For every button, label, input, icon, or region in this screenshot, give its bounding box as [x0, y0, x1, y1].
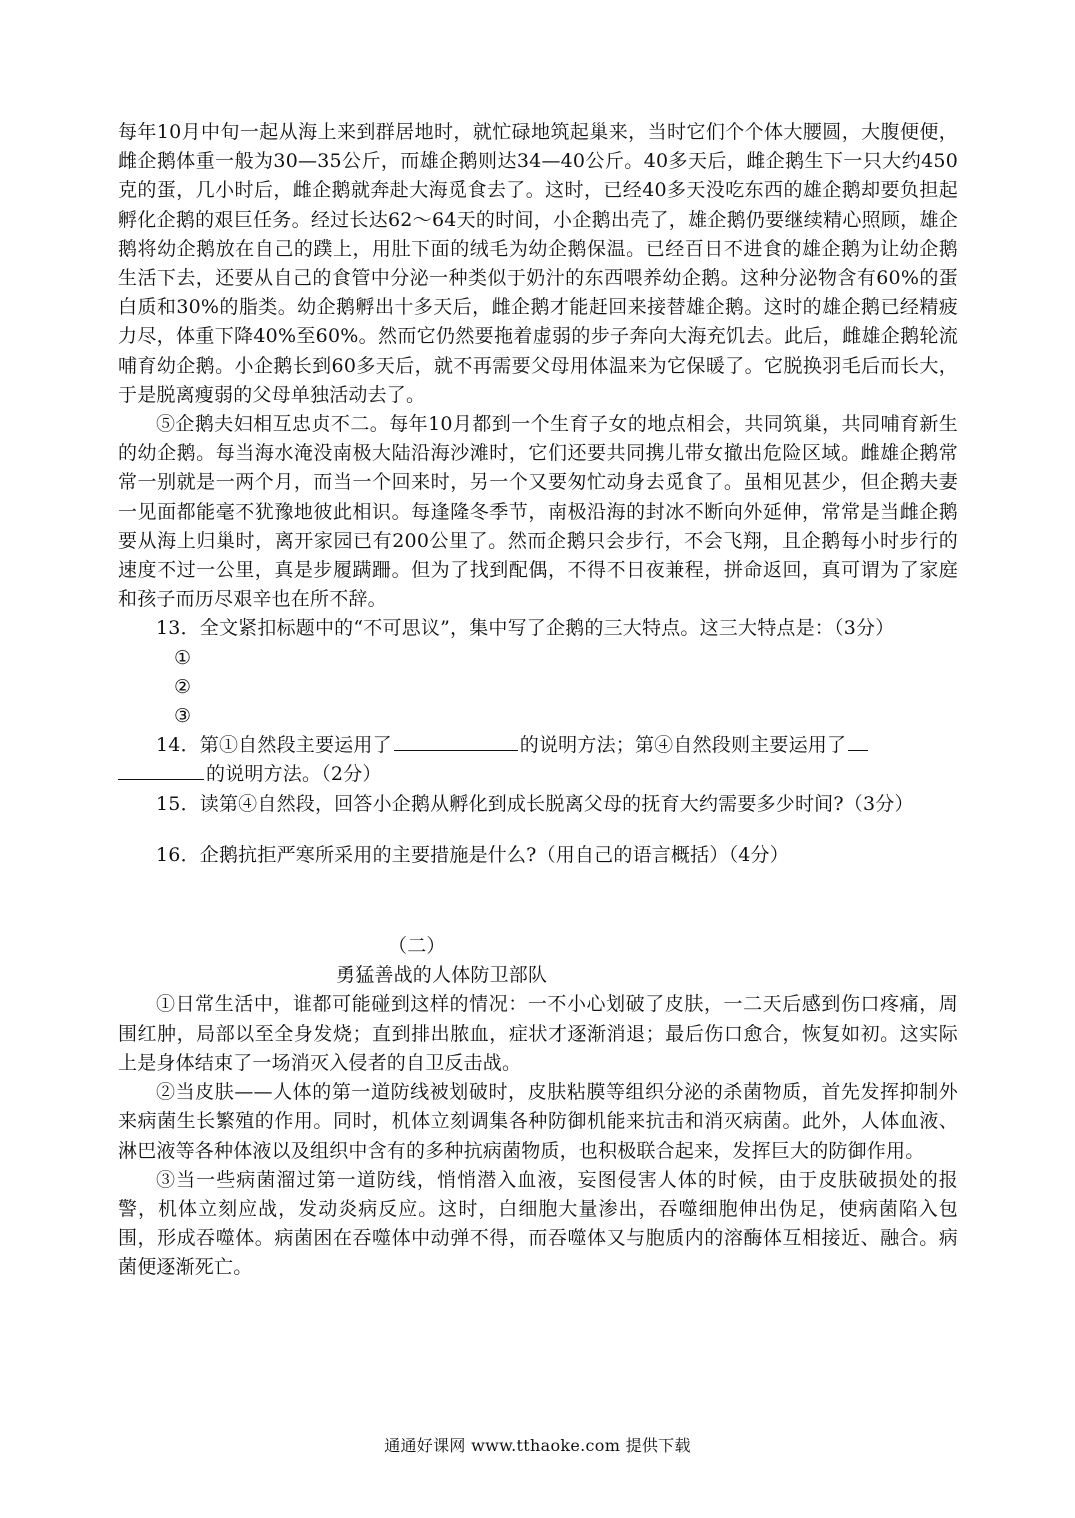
section-label: （二）: [388, 935, 446, 958]
question-16: 16．企鹅抗拒严寒所采用的主要措施是什么?（用自己的语言概括）（4分）: [156, 843, 789, 866]
page-footer: 通通好课网 www.tthaoke.com 提供下载: [384, 1436, 691, 1455]
question-14: [118, 731, 958, 760]
section-2-paragraph-2: ②当皮肤——人体的第一道防线被划破时，皮肤粘膜等组织分泌的杀菌物质，首先发挥抑制外来病菌生长繁殖的作用。同时，机体立刻调集各种防御机能来抗击和消灭病菌。此外，人体血液、淋巴液等各种体液以及组织中含有的多种抗病菌物质，也积极联合起来，发挥巨大的防御作用。: [118, 1081, 958, 1162]
section-2-paragraph-1: ①日常生活中，谁都可能碰到这样的情况：一不小心划破了皮肤，一二天后感到伤口疼痛，周围红肿，局部以至全身发烧；直到排出脓血，症状才逐渐消退；最后伤口愈合，恢复如初。这实际上是身体结束了一场消灭入侵者的自卫反击战。: [118, 993, 958, 1074]
question-13-option-2: ②: [174, 675, 192, 698]
passage-paragraph-4-continued: 每年10月中旬一起从海上来到群居地时，就忙碌地筑起巢来，当时它们个个体大腰圆，大腹便便，雌企鹅体重一般为30—35公斤，而雄企鹅则达34—40公斤。40多天后，雌企鹅生下一只大约450克的蛋，几小时后，雌企鹅就奔赴大海觅食去了。这时，已经40多天没吃东西的雄企鹅却要负担起孵化企鹅的艰巨任务。经过长达62～64天的时间，小企鹅出壳了，雄企鹅仍要继续精心照顾，雄企鹅将幼企鹅放在自己的蹼上，用肚下面的绒毛为幼企鹅保温。已经百日不进食的雄企鹅为让幼企鹅生活下去，还要从自己的食管中分泌一种类似于奶汁的东西喂养幼企鹅。这种分泌物含有60%的蛋白质和30%的脂类。幼企鹅孵出十多天后，雌企鹅才能赶回来接替雄企鹅。这时的雄企鹅已经精疲力尽，体重下降40%至60%。然而它仍然要拖着虚弱的步子奔向大海充饥去。此后，雌雄企鹅轮流哺育幼企鹅。小企鹅长到60多天后，就不再需要父母用体温来为它保暖了。它脱换羽毛后而长大，于是脱离瘦弱的父母单独活动去了。: [118, 121, 958, 406]
answer-space: [118, 870, 958, 932]
document-body: [118, 118, 958, 1283]
answer-space: [118, 819, 958, 841]
answer-blank[interactable]: [394, 732, 518, 751]
question-14-part-b: 的说明方法；第④自然段则主要运用了: [519, 734, 847, 757]
question-14-part-c: 的说明方法。（2分）: [206, 763, 382, 786]
passage-paragraph-5: ⑤企鹅夫妇相互忠贞不二。每年10月都到一个生育子女的地点相会，共同筑巢，共同哺育新生的幼企鹅。每当海水淹没南极大陆沿海沙滩时，它们还要共同携儿带女撤出危险区域。雌雄企鹅常常一别就是一两个月，而当一个回来时，另一个又要匆忙动身去觅食了。虽相见甚少，但企鹅夫妻一见面都能毫不犹豫地彼此相识。每逢隆冬季节，南极沿海的封冰不断向外延伸，常常是当雌企鹅要从海上归巢时，离开家园已有200公里了。然而企鹅只会步行，不会飞翔，且企鹅每小时步行的速度不过一公里，真是步履蹒跚。但为了找到配偶，不得不日夜兼程，拼命返回，真可谓为了家庭和孩子而历尽艰辛也在所不辞。: [118, 413, 958, 611]
section-2-paragraph-3: ③当一些病菌溜过第一道防线，悄悄潜入血液，妄图侵害人体的时候，由于皮肤破损处的报警，机体立刻应战，发动炎病反应。这时，白细胞大量渗出，吞噬细胞伸出伪足，使病菌陷入包围，形成吞噬体。病菌困在吞噬体中动弹不得，而吞噬体又与胞质内的溶酶体互相接近、融合。病菌便逐渐死亡。: [118, 1168, 958, 1279]
question-14-part-a: 14．第①自然段主要运用了: [156, 734, 392, 757]
question-13-option-1: ①: [174, 646, 192, 669]
question-15: 15．读第④自然段，回答小企鹅从孵化到成长脱离父母的抚育大约需要多少时间?（3分）: [156, 792, 914, 815]
answer-blank[interactable]: [118, 761, 204, 780]
answer-blank[interactable]: [848, 732, 868, 751]
question-13: 13．全文紧扣标题中的“不可思议”，集中写了企鹅的三大特点。这三大特点是：（3分）: [156, 617, 895, 640]
question-14-continued: [118, 760, 958, 789]
question-13-option-3: ③: [174, 705, 192, 728]
section-title: 勇猛善战的人体防卫部队: [336, 964, 548, 987]
